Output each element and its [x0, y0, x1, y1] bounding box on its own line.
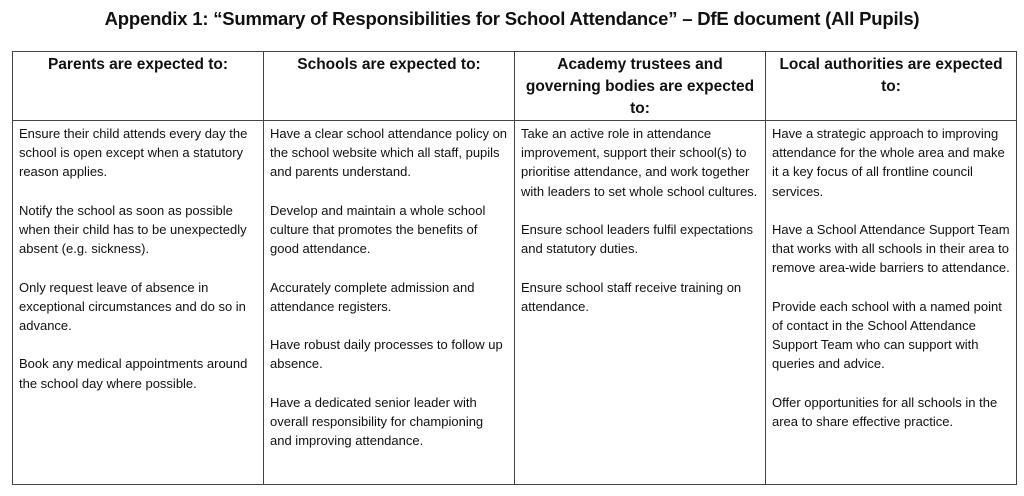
responsibility-item: Ensure their child attends every day the school is open except when a statutory reason applies. — [19, 126, 248, 180]
responsibility-item: Have robust daily processes to follow up absence. — [270, 337, 503, 372]
page-title: Appendix 1: “Summary of Responsibilities for School Attendance” – DfE document (All Pupils) — [104, 8, 920, 29]
responsibility-item: Book any medical appointments around the school day where possible. — [19, 356, 248, 391]
responsibility-item: Only request leave of absence in exceptional circumstances and do so in advance. — [19, 279, 246, 333]
responsibility-item: Provide each school with a named point of contact in the School Attendance Support Team who can support with queries and advice. — [772, 298, 1002, 372]
responsibility-item: Accurately complete admission and attendance registers. — [270, 279, 475, 314]
body-row — [13, 121, 1017, 485]
header-parents: Parents are expected to: — [13, 52, 264, 121]
responsibility-item: Take an active role in attendance improvement, support their school(s) to prioritise attendance, and work together with leaders to set whole school cultures. — [521, 126, 758, 199]
responsibility-item: Have a School Attendance Support Team that works with all schools in their area to remove area-wide barriers to attendance. — [772, 222, 1010, 276]
header-local-authorities: Local authorities are expected to: — [766, 52, 1017, 121]
responsibility-item: Ensure school leaders fulfil expectations and statutory duties. — [521, 222, 753, 257]
cell-schools — [264, 121, 515, 485]
responsibility-item: Notify the school as soon as possible when their child has to be unexpectedly absent (e.g. sickness). — [19, 202, 247, 257]
header-schools: Schools are expected to: — [264, 52, 515, 121]
cell-local-authorities — [766, 121, 1017, 485]
responsibility-item: Have a clear school attendance policy on the school website which all staff, pupils and parents understand. — [270, 126, 508, 180]
cell-trustees — [515, 121, 766, 485]
header-trustees: Academy trustees and governing bodies are expected to: — [515, 52, 766, 121]
responsibility-item: Develop and maintain a whole school culture that promotes the benefits of good attendance. — [270, 202, 486, 257]
cell-parents — [13, 121, 264, 485]
header-row — [13, 52, 1017, 121]
responsibility-item: Offer opportunities for all schools in the area to share effective practice. — [772, 394, 998, 429]
responsibility-item: Ensure school staff receive training on attendance. — [521, 279, 742, 314]
responsibility-item: Have a strategic approach to improving attendance for the whole area and make it a key focus of all frontline council services. — [772, 126, 1005, 199]
responsibilities-table — [12, 51, 1017, 485]
responsibility-item: Have a dedicated senior leader with overall responsibility for championing and improving attendance. — [270, 394, 484, 449]
